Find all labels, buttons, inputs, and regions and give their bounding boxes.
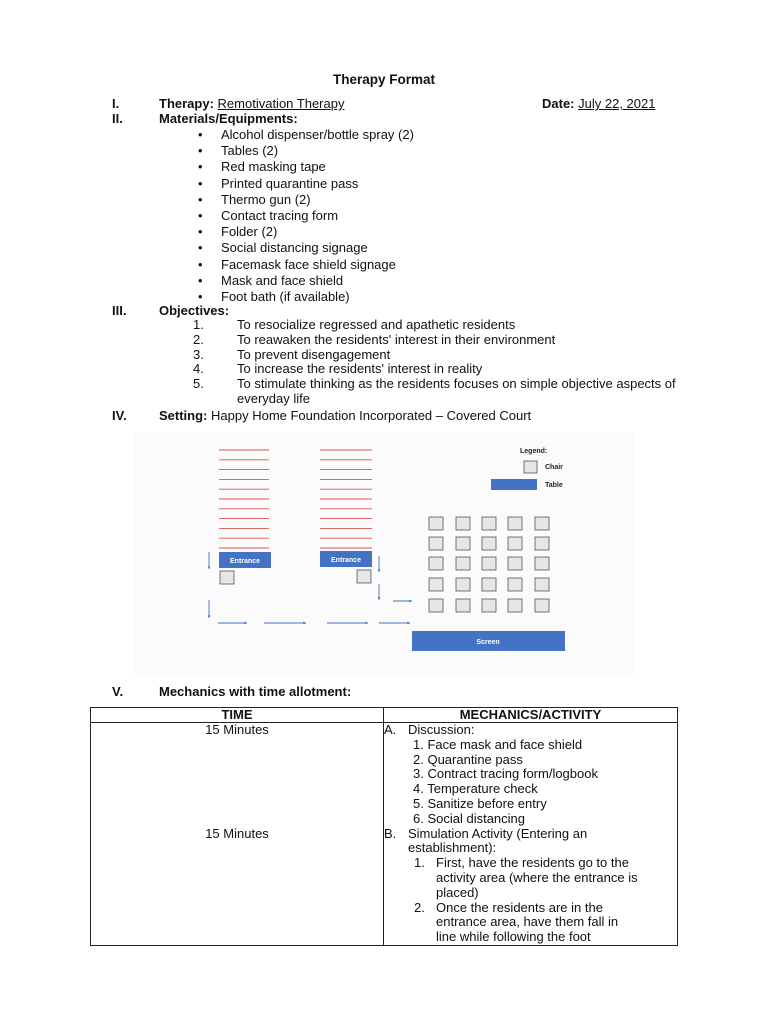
chair — [429, 599, 443, 612]
legend-chair-label: Chair — [545, 464, 563, 471]
list-item: • Folder (2) — [221, 224, 414, 240]
step-text: Once the residents are in the — [436, 899, 603, 915]
time-value: 15 Minutes — [205, 825, 269, 841]
chair — [456, 557, 470, 570]
floor-plan-diagram — [134, 432, 634, 675]
activity-header: MECHANICS/ACTIVITY — [384, 708, 678, 723]
heading-letter: A. — [384, 722, 397, 737]
time-value: 15 Minutes — [205, 722, 269, 737]
arrow-head — [303, 622, 306, 625]
item-number: 5. — [193, 376, 204, 392]
therapy-line — [159, 96, 344, 111]
entrance-label-right: Entrance — [331, 557, 361, 564]
item-number: 1. — [193, 317, 204, 332]
step-text: line while following the foot — [436, 929, 591, 945]
page-title: Therapy Format — [332, 72, 436, 87]
list-item: • Alcohol dispenser/bottle spray (2) — [221, 127, 414, 143]
list-item — [193, 362, 677, 377]
section-numeral-therapy: I. — [112, 96, 120, 111]
item-text: To reawaken the residents' interest in their environment — [237, 331, 556, 347]
arrow-head — [378, 569, 381, 572]
setting-label: Setting: — [159, 408, 208, 423]
heading-text-cont: establishment): — [408, 840, 497, 856]
arrow-head — [208, 615, 211, 618]
chair-left — [220, 571, 234, 584]
time-cell — [91, 723, 384, 946]
date-line — [542, 96, 655, 111]
activity-heading-a — [384, 723, 677, 738]
item-text: To increase the residents' interest in reality — [237, 361, 483, 377]
list-item: • Foot bath (if available) — [221, 289, 414, 305]
step-number: 2. — [414, 899, 425, 915]
list-item: • Mask and face shield — [221, 273, 414, 289]
step-text: entrance area, have them fall in — [436, 914, 619, 930]
arrow-head — [365, 622, 368, 625]
screen-label: Screen — [476, 639, 500, 646]
legend-title: Legend: — [520, 448, 548, 455]
chair — [456, 599, 470, 612]
legend-table-swatch — [491, 479, 537, 490]
chair — [456, 517, 470, 530]
step-2 — [384, 901, 677, 945]
mechanics-table — [90, 707, 678, 946]
chair — [535, 557, 549, 570]
chair — [508, 517, 522, 530]
legend-table-label: Table — [545, 482, 563, 489]
item-text: To prevent disengagement — [237, 346, 391, 362]
list-item: 5. Sanitize before entry — [413, 795, 547, 811]
list-item: • Tables (2) — [221, 143, 414, 159]
masking-tape-lines — [219, 450, 372, 548]
item-text: To stimulate thinking as the residents focuses on simple objective aspects of everyday life — [237, 376, 676, 406]
list-item: • Thermo gun (2) — [221, 192, 414, 208]
chair — [482, 599, 496, 612]
chair — [482, 557, 496, 570]
chair — [429, 517, 443, 530]
setting-value: Happy Home Foundation Incorporated – Covered Court — [211, 408, 532, 423]
therapy-value: Remotivation Therapy — [217, 96, 345, 111]
list-item — [193, 333, 677, 348]
step-1 — [384, 856, 677, 900]
section-numeral-objectives: III. — [112, 303, 127, 318]
chair — [482, 578, 496, 591]
step-text: placed) — [436, 884, 479, 900]
list-item: • Printed quarantine pass — [221, 176, 414, 192]
chair — [508, 537, 522, 550]
list-item: 3. Contract tracing form/logbook — [413, 766, 598, 782]
chair — [456, 537, 470, 550]
setting-line — [159, 408, 531, 423]
chair — [508, 599, 522, 612]
item-number: 4. — [193, 361, 204, 377]
heading-letter: B. — [384, 825, 397, 841]
list-item: • Facemask face shield signage — [221, 257, 414, 273]
arrow-head — [407, 622, 410, 625]
therapy-label: Therapy: — [159, 96, 214, 111]
arrow-head — [244, 622, 247, 625]
step-text: First, have the residents go to the — [436, 855, 629, 871]
list-item: • Contact tracing form — [221, 208, 414, 224]
list-item: 4. Temperature check — [413, 781, 538, 797]
item-number: 2. — [193, 331, 204, 347]
chair — [535, 537, 549, 550]
chair-right — [357, 570, 371, 583]
arrow-head — [378, 597, 381, 600]
objectives-list — [193, 318, 677, 407]
date-label: Date: — [542, 96, 575, 111]
heading-text: Discussion: — [408, 722, 475, 737]
chair — [482, 537, 496, 550]
chair — [429, 537, 443, 550]
list-item: • Red masking tape — [221, 159, 414, 175]
table-header-row — [91, 708, 678, 723]
entrance-label-left: Entrance — [230, 558, 260, 565]
list-item: 2. Quarantine pass — [413, 751, 523, 767]
step-text: activity area (where the entrance is — [436, 869, 638, 885]
chair — [508, 578, 522, 591]
section-numeral-materials: II. — [112, 111, 123, 126]
objectives-label: Objectives: — [159, 303, 230, 318]
chair — [535, 599, 549, 612]
activity-cell — [384, 723, 678, 946]
list-item — [193, 318, 677, 333]
heading-text: Simulation Activity (Entering an — [408, 825, 588, 841]
chair — [508, 557, 522, 570]
chair-grid — [429, 517, 549, 612]
section-numeral-setting: IV. — [112, 408, 127, 423]
chair — [535, 517, 549, 530]
materials-label: Materials/Equipments: — [159, 111, 298, 126]
chair — [456, 578, 470, 591]
table-row — [91, 723, 678, 946]
chair — [482, 517, 496, 530]
time-header: TIME — [91, 708, 384, 723]
list-item — [193, 348, 677, 363]
legend-chair-swatch — [524, 461, 537, 473]
mechanics-label: Mechanics with time allotment: — [159, 684, 352, 699]
list-item: 6. Social distancing — [413, 810, 526, 826]
chair — [429, 578, 443, 591]
discussion-list — [384, 738, 677, 827]
chair — [535, 578, 549, 591]
list-item: 1. Face mask and face shield — [413, 736, 583, 752]
materials-list — [221, 127, 414, 305]
activity-heading-b — [384, 827, 677, 842]
arrow-head — [208, 566, 211, 569]
step-number: 1. — [414, 855, 425, 871]
date-value: July 22, 2021 — [578, 96, 656, 111]
floor-plan-svg — [134, 432, 634, 675]
item-text: To resocialize regressed and apathetic residents — [237, 317, 516, 332]
section-numeral-mechanics: V. — [112, 684, 124, 699]
item-number: 3. — [193, 346, 204, 362]
arrow-head — [409, 600, 412, 603]
chair — [429, 557, 443, 570]
list-item — [193, 377, 677, 407]
list-item: • Social distancing signage — [221, 240, 414, 256]
